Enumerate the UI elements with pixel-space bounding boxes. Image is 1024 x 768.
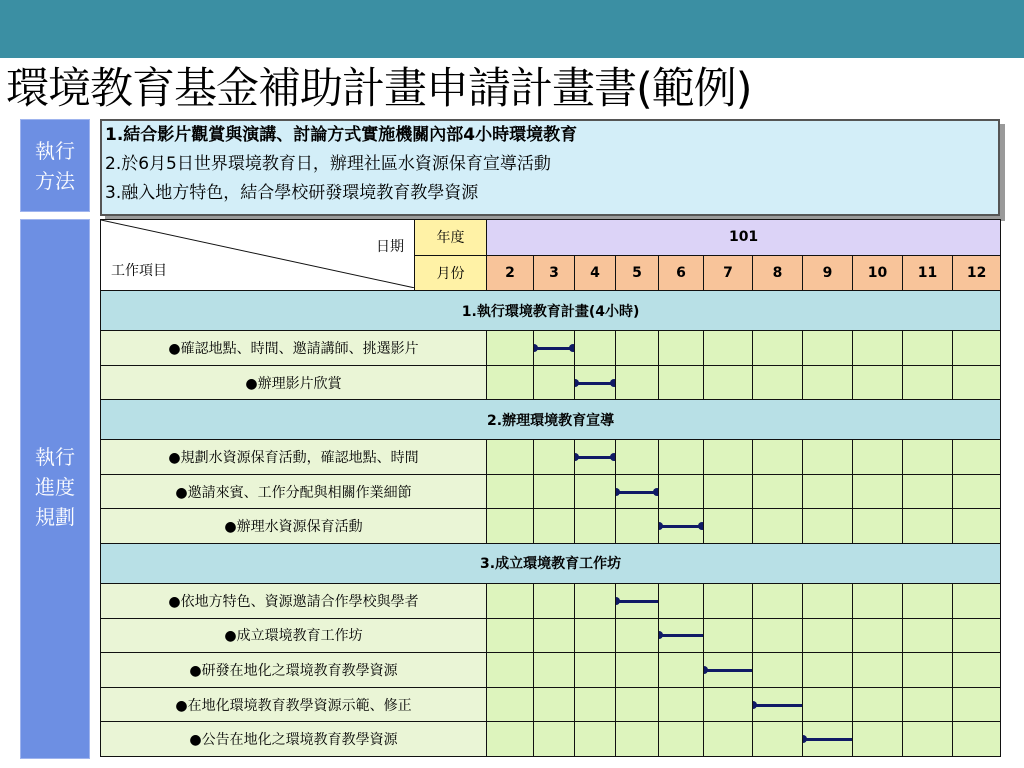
timeline-cell — [487, 722, 534, 757]
top-banner — [0, 0, 1024, 58]
section-title-2: 2.辦理環境教育宣導 — [101, 400, 1001, 440]
timeline-cell — [903, 365, 953, 400]
timeline-cell — [803, 474, 853, 509]
timeline-cell — [753, 583, 803, 618]
timeline-cell — [487, 331, 534, 366]
table-row — [101, 509, 1001, 544]
timeline-cell — [575, 653, 616, 688]
timeline-cell — [487, 365, 534, 400]
timeline-cell — [659, 583, 704, 618]
timeline-cell — [753, 440, 803, 475]
method-line-2: 2.於6月5日世界環境教育日，辦理社區水資源保育宣導活動 — [105, 154, 551, 174]
timeline-cell — [803, 687, 853, 722]
timeline-cell — [953, 509, 1001, 544]
timeline-cell — [534, 474, 575, 509]
timeline-cell — [616, 618, 659, 653]
timeline-cell — [853, 618, 903, 653]
month-header-9: 9 — [803, 255, 853, 291]
timeline-cell — [575, 687, 616, 722]
timeline-cell — [534, 722, 575, 757]
timeline-cell — [575, 722, 616, 757]
timeline-cell — [534, 583, 575, 618]
timeline-cell — [616, 687, 659, 722]
timeline-cell — [753, 365, 803, 400]
timeline-cell — [704, 722, 753, 757]
task-name: ●依地方特色、資源邀請合作學校與學者 — [101, 583, 487, 618]
table-row — [101, 331, 1001, 366]
timeline-cell — [903, 331, 953, 366]
header-year-value: 101 — [487, 220, 1001, 256]
month-header-5: 5 — [616, 255, 659, 291]
schedule-label — [20, 219, 90, 759]
timeline-cell — [659, 653, 704, 688]
gantt-bar — [704, 669, 753, 672]
timeline-cell — [659, 618, 704, 653]
task-name: ●研發在地化之環境教育教學資源 — [101, 653, 487, 688]
gantt-bar — [803, 738, 853, 741]
gantt-bar — [575, 456, 614, 459]
timeline-cell — [616, 331, 659, 366]
timeline-cell — [704, 653, 753, 688]
timeline-cell — [953, 583, 1001, 618]
timeline-cell — [853, 509, 903, 544]
timeline-cell — [953, 653, 1001, 688]
timeline-cell — [575, 509, 616, 544]
header-corner — [101, 220, 415, 291]
timeline-cell — [853, 365, 903, 400]
method-line-3: 3.融入地方特色，結合學校研發環境教育教學資源 — [105, 183, 479, 203]
method-label-line1: 執行 — [35, 139, 75, 163]
timeline-cell — [616, 722, 659, 757]
timeline-cell — [953, 722, 1001, 757]
timeline-cell — [659, 474, 704, 509]
timeline-cell — [534, 365, 575, 400]
timeline-cell — [903, 722, 953, 757]
table-row — [101, 618, 1001, 653]
gantt-table — [100, 219, 1001, 757]
timeline-cell — [575, 583, 616, 618]
table-row — [101, 653, 1001, 688]
timeline-cell — [704, 509, 753, 544]
timeline-cell — [534, 653, 575, 688]
timeline-cell — [487, 653, 534, 688]
timeline-cell — [953, 687, 1001, 722]
timeline-cell — [616, 365, 659, 400]
timeline-cell — [575, 365, 616, 400]
timeline-cell — [616, 440, 659, 475]
timeline-cell — [953, 331, 1001, 366]
timeline-cell — [487, 440, 534, 475]
month-header-8: 8 — [753, 255, 803, 291]
task-name: ●公告在地化之環境教育教學資源 — [101, 722, 487, 757]
timeline-cell — [659, 687, 704, 722]
section-title-1: 1.執行環境教育計畫(4小時) — [101, 291, 1001, 331]
page-title: 環境教育基金補助計畫申請計畫書(範例) — [6, 64, 752, 114]
task-name: ●辦理水資源保育活動 — [101, 509, 487, 544]
gantt-bar — [659, 634, 704, 637]
timeline-cell — [616, 653, 659, 688]
schedule-label-line2: 進度 — [35, 475, 75, 499]
timeline-cell — [659, 722, 704, 757]
timeline-cell — [953, 474, 1001, 509]
timeline-cell — [753, 687, 803, 722]
timeline-cell — [575, 440, 616, 475]
timeline-cell — [903, 583, 953, 618]
timeline-cell — [903, 474, 953, 509]
timeline-cell — [575, 331, 616, 366]
header-year-label: 年度 — [415, 220, 487, 256]
method-label-line2: 方法 — [35, 169, 75, 193]
timeline-cell — [704, 618, 753, 653]
timeline-cell — [903, 440, 953, 475]
timeline-cell — [534, 509, 575, 544]
table-row — [101, 440, 1001, 475]
timeline-cell — [659, 440, 704, 475]
timeline-cell — [659, 365, 704, 400]
timeline-cell — [803, 509, 853, 544]
timeline-cell — [803, 722, 853, 757]
timeline-cell — [953, 365, 1001, 400]
timeline-cell — [853, 583, 903, 618]
month-header-3: 3 — [534, 255, 575, 291]
timeline-cell — [704, 583, 753, 618]
schedule-label-line1: 執行 — [35, 445, 75, 469]
timeline-cell — [803, 583, 853, 618]
table-row — [101, 365, 1001, 400]
timeline-cell — [753, 653, 803, 688]
timeline-cell — [753, 331, 803, 366]
section-title-3: 3.成立環境教育工作坊 — [101, 544, 1001, 584]
timeline-cell — [753, 722, 803, 757]
timeline-cell — [853, 331, 903, 366]
timeline-cell — [803, 653, 853, 688]
gantt-bar — [659, 525, 702, 528]
timeline-cell — [753, 474, 803, 509]
table-row — [101, 687, 1001, 722]
timeline-cell — [534, 618, 575, 653]
timeline-cell — [659, 509, 704, 544]
timeline-cell — [616, 583, 659, 618]
timeline-cell — [487, 618, 534, 653]
timeline-cell — [753, 618, 803, 653]
timeline-cell — [616, 509, 659, 544]
timeline-cell — [853, 653, 903, 688]
month-header-2: 2 — [487, 255, 534, 291]
timeline-cell — [575, 618, 616, 653]
schedule-label-line3: 規劃 — [35, 505, 75, 529]
timeline-cell — [903, 509, 953, 544]
task-name: ●在地化環境教育教學資源示範、修正 — [101, 687, 487, 722]
timeline-cell — [803, 440, 853, 475]
method-box — [100, 119, 1000, 216]
timeline-cell — [534, 331, 575, 366]
task-name: ●邀請來賓、工作分配與相關作業細節 — [101, 474, 487, 509]
table-row — [101, 474, 1001, 509]
table-row — [101, 583, 1001, 618]
timeline-cell — [803, 365, 853, 400]
timeline-cell — [704, 687, 753, 722]
timeline-cell — [853, 687, 903, 722]
schedule-table-wrap — [100, 219, 1002, 759]
header-month-label: 月份 — [415, 255, 487, 291]
gantt-bar — [616, 491, 657, 494]
timeline-cell — [953, 440, 1001, 475]
timeline-cell — [803, 331, 853, 366]
timeline-cell — [903, 687, 953, 722]
timeline-cell — [853, 722, 903, 757]
timeline-cell — [487, 687, 534, 722]
gantt-bar — [575, 382, 614, 385]
timeline-cell — [853, 474, 903, 509]
month-header-4: 4 — [575, 255, 616, 291]
method-line-1: 1.結合影片觀賞與演講、討論方式實施機關內部4小時環境教育 — [105, 125, 578, 145]
timeline-cell — [704, 331, 753, 366]
month-header-11: 11 — [903, 255, 953, 291]
header-item-label: 工作項目 — [111, 263, 167, 280]
timeline-cell — [704, 440, 753, 475]
gantt-bar — [534, 347, 573, 350]
timeline-cell — [853, 440, 903, 475]
task-name: ●規劃水資源保育活動，確認地點、時間 — [101, 440, 487, 475]
timeline-cell — [487, 509, 534, 544]
timeline-cell — [534, 440, 575, 475]
task-name: ●辦理影片欣賞 — [101, 365, 487, 400]
timeline-cell — [704, 474, 753, 509]
timeline-cell — [487, 474, 534, 509]
month-header-7: 7 — [704, 255, 753, 291]
header-date-label: 日期 — [376, 239, 404, 255]
method-label — [20, 119, 90, 212]
month-header-10: 10 — [853, 255, 903, 291]
timeline-cell — [704, 365, 753, 400]
timeline-cell — [659, 331, 704, 366]
task-name: ●成立環境教育工作坊 — [101, 618, 487, 653]
month-header-6: 6 — [659, 255, 704, 291]
timeline-cell — [803, 618, 853, 653]
timeline-cell — [534, 687, 575, 722]
table-row — [101, 722, 1001, 757]
task-name: ●確認地點、時間、邀請講師、挑選影片 — [101, 331, 487, 366]
timeline-cell — [616, 474, 659, 509]
timeline-cell — [903, 618, 953, 653]
gantt-bar — [616, 600, 659, 603]
timeline-cell — [953, 618, 1001, 653]
timeline-cell — [575, 474, 616, 509]
timeline-cell — [753, 509, 803, 544]
month-header-12: 12 — [953, 255, 1001, 291]
timeline-cell — [903, 653, 953, 688]
gantt-bar — [753, 704, 803, 707]
timeline-cell — [487, 583, 534, 618]
